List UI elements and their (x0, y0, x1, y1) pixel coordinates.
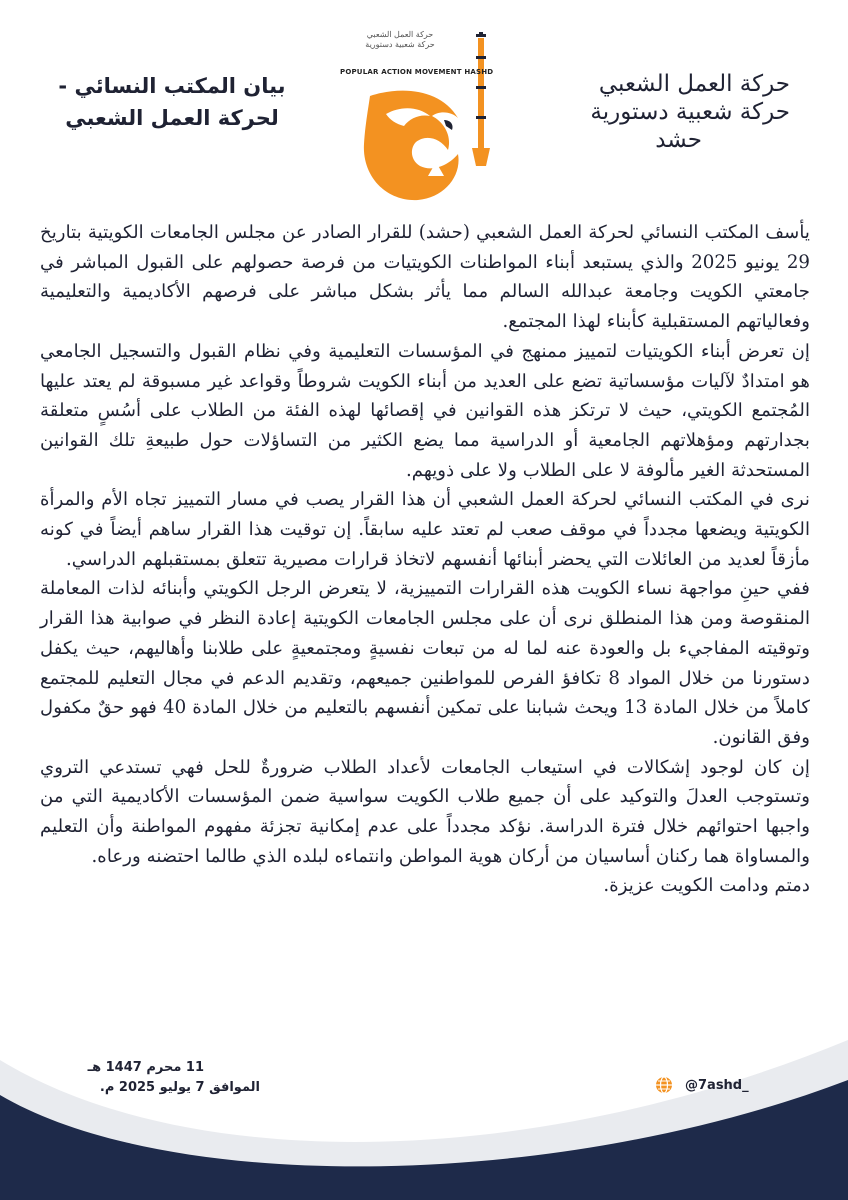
body-paragraph: إن كان لوجود إشكالات في استيعاب الجامعات لأعداد الطلاب ضرورةٌ للحل فهي تستدعي التروي وتستوجب العدلَ والتوكيد على أن جميع طلاب الكويت سواسية ضمن المؤسسات الأكاديمية التي من واجبها احتوائهم خلال فترة الدراسة. نؤكد مجدداً على عدم إمكانية تجزئة مفهوم المواطنة وأن التعليم والمساواة هما ركنان أساسيان من أركان هوية المواطن وانتماءه لبلده الذي طالما احتضنه ورعاه. (40, 756, 810, 867)
organization-name (530, 70, 790, 154)
closing-line: دمتم ودامت الكويت عزيزة. (603, 875, 810, 897)
statement-title (42, 70, 302, 134)
org-name-line: حركة شعبية دستورية (590, 99, 790, 125)
movement-logo (340, 26, 500, 216)
statement-title-line: لحركة العمل الشعبي (65, 106, 279, 130)
logo-arabic-text (340, 30, 460, 50)
eagle-logo-icon (340, 26, 500, 216)
date-gregorian: الموافق 7 يوليو 2025 م. (99, 1080, 260, 1095)
globe-icon (655, 1076, 673, 1094)
date-hijri: 11 محرم 1447 هـ (87, 1060, 204, 1075)
logo-arabic-line: حركة شعبية دستورية (365, 40, 435, 49)
org-name-line: حشد (655, 127, 702, 153)
logo-latin-text: POPULAR ACTION MOVEMENT HASHD (340, 68, 494, 76)
body-paragraph: إن تعرض أبناء الكويتيات لتمييز ممنهج في المؤسسات التعليمية وفي نظام القبول والتسجيل الجامعي هو امتدادٌ لآليات مؤسساتية تضع على العديد من أبناء الكويت شروطاً وقواعد غير مسبوقة لم يعتد عليها المُجتمع الكويتي، حيث لا ترتكز هذه القوانين في إقصائها لهذه الفئة من الطلاب على أسُسٍ متعلقة بجدارتهم ومؤهلاتهم الجامعية أو الدراسية مما يضع الكثير من التساؤلات حول طبيعةِ تلك القوانين المستحدثة الغير مألوفة لا على الطلاب ولا على ذويهم. (40, 340, 810, 481)
body-paragraph: ففي حينِ مواجهة نساء الكويت هذه القرارات التمييزية، لا يتعرض الرجل الكويتي وأبنائه لذات المعاملة المنقوصة ومن هذا المنطلق نرى أن على مجلس الجامعات الكويتية إعادة النظر في صوابية هذا القرار وتوقيته المفاجيء بل والعودة عنه لما له من تبعات نفسيةٍ ومجتمعيةٍ على طلابنا وأهاليهم، حيث يكفل دستورنا من خلال المواد 8 تكافؤ الفرص للمواطنين جميعهم، وتقديم الدعم في مجال التعليم للمجتمع كاملاً من خلال المادة 13 ويحث شبابنا على تمكين أنفسهم بالتعليم من خلال المادة 40 فهو حقٌ مكفول وفق القانون. (40, 578, 810, 748)
social-handle-text[interactable]: @7ashd_ (685, 1077, 749, 1093)
statement-title-line: بيان المكتب النسائي - (58, 74, 286, 98)
org-name-line: حركة العمل الشعبي (598, 71, 790, 97)
footer-wave (0, 1000, 848, 1200)
body-paragraph: يأسف المكتب النسائي لحركة العمل الشعبي (حشد) للقرار الصادر عن مجلس الجامعات الكويتية بتاريخ 29 يونيو 2025 والذي يستبعد أبناء المواطنات الكويتيات من فرصة حصولهم على القبول المباشر في جامعتي الكويت وجامعة عبدالله السالم مما يأثر بشكل مباشر على فرصهم الأكاديمية والتعليمية وفعالياتهم المستقبلية كأبناء لهذا المجتمع. (40, 222, 810, 333)
statement-body (40, 218, 810, 901)
logo-arabic-line: حركة العمل الشعبي (366, 30, 434, 39)
social-handle (655, 1074, 775, 1096)
body-paragraph: نرى في المكتب النسائي لحركة العمل الشعبي أن هذا القرار يصب في مسار التمييز تجاه الأم والمرأة الكويتية ويضعها مجدداً في موقف صعب لم تعتد عليه سابقاً. إن توقيت هذا القرار ساهم أيضاً في كونه مأزقاً لعديد من العائلات التي يحضر أبنائها أنفسهم لاتخاذ قرارات مصيرية تتعلق بمستقبلهم الدراسي. (40, 489, 810, 570)
statement-date (60, 1058, 260, 1098)
